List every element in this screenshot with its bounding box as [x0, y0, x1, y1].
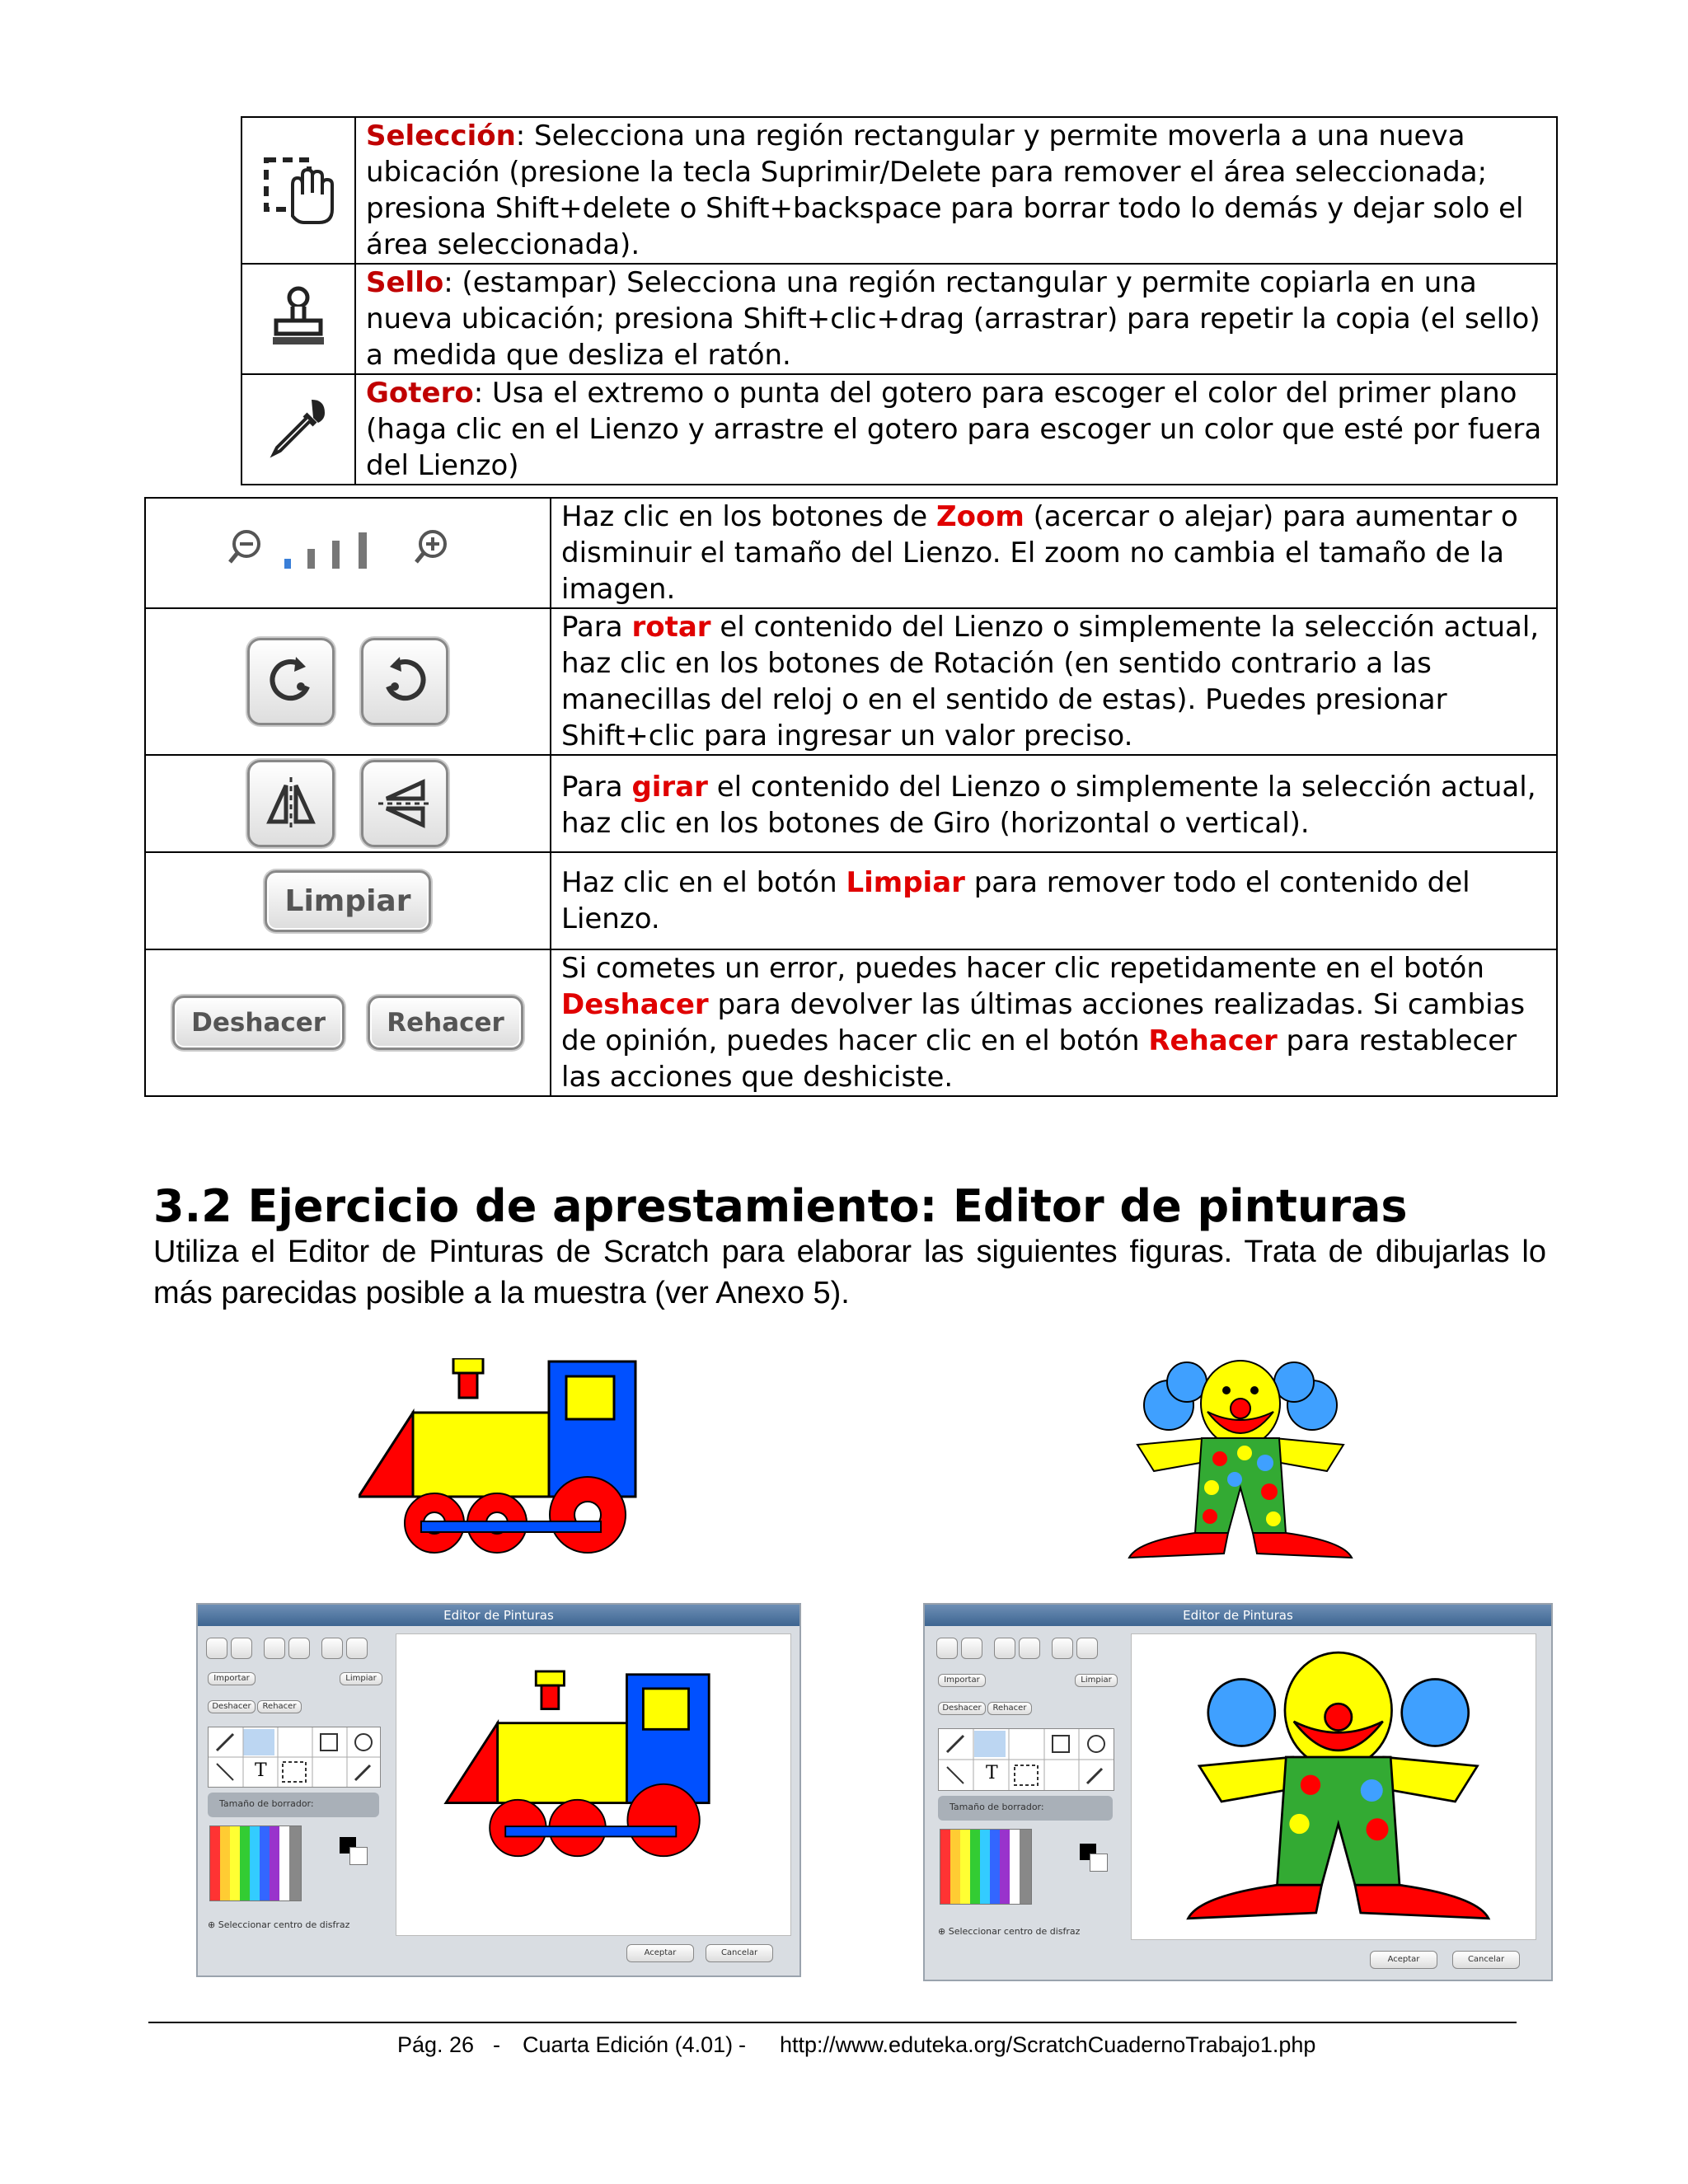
actions-table [144, 497, 1558, 1097]
color-palette[interactable] [940, 1829, 1032, 1905]
editor-title: Editor de Pinturas [198, 1605, 799, 1626]
accept-button[interactable]: Aceptar [1370, 1951, 1437, 1969]
redo-button[interactable]: Rehacer [257, 1700, 302, 1713]
set-costume-center[interactable]: ⊕ Seleccionar centro de disfraz [208, 1919, 350, 1930]
footer-url[interactable]: http://www.eduteka.org/ScratchCuadernoTrabajo1.php [780, 2032, 1316, 2057]
zoom-controls-icon [228, 523, 467, 580]
selection-hand-icon [261, 152, 335, 226]
cancel-button[interactable]: Cancelar [706, 1944, 773, 1962]
tool-grid [939, 1729, 1114, 1790]
text-tool-icon[interactable]: T [986, 1763, 998, 1783]
eraser-size-label: Tamaño de borrador: [219, 1798, 314, 1809]
section-title: 3.2 Ejercicio de aprestamiento: Editor de pinturas [153, 1180, 1408, 1232]
desc-text: Haz clic en los botones de [561, 500, 936, 533]
undo-button[interactable]: Deshacer [938, 1702, 986, 1715]
eyedropper-tool-desc [355, 374, 1557, 485]
keyword-rehacer: Rehacer [1148, 1024, 1278, 1057]
keyword-zoom: Zoom [936, 500, 1025, 533]
keyword-deshacer: Deshacer [561, 988, 709, 1021]
flip-cell [145, 755, 551, 852]
desc-text: (acercar o alejar) para aumentar o disminuir el tamaño del Lienzo. El zoom no cambia el tamaño de la imagen. [561, 500, 1518, 606]
desc-text: Para [561, 771, 632, 804]
rotate-cw-button[interactable] [1019, 1638, 1040, 1659]
zoom-in-button[interactable] [231, 1638, 252, 1659]
train-drawing [359, 1358, 639, 1566]
keyword-rotar: rotar [631, 611, 711, 644]
redo-button[interactable]: Rehacer [368, 996, 523, 1050]
undo-button[interactable]: Deshacer [172, 996, 345, 1050]
rotate-cell [145, 608, 551, 755]
clear-cell [145, 852, 551, 949]
desc-text: el contenido del Lienzo o simplemente la selección actual, haz clic en los botones de Rotación (en sentido contrario a las manecillas del reloj o en el sentido de estas). Puedes presionar Shift+clic para ingresar un valor preciso. [561, 611, 1540, 752]
selection-tool-desc [355, 117, 1557, 264]
flip-horizontal-button[interactable] [321, 1638, 343, 1659]
zoom-out-button[interactable] [936, 1638, 958, 1659]
stamp-tool-cell [241, 264, 355, 374]
desc-text: Haz clic en el botón [561, 866, 846, 899]
canvas[interactable] [1131, 1633, 1536, 1940]
import-button[interactable]: Importar [938, 1674, 986, 1687]
editor-toolbar [936, 1638, 1118, 1662]
rotate-desc [551, 608, 1557, 755]
tool-palette [938, 1728, 1114, 1791]
flip-horizontal-icon [250, 762, 332, 845]
footer-rule [148, 2022, 1517, 2023]
keyword-girar: girar [631, 771, 708, 804]
flip-desc [551, 755, 1557, 852]
text-tool-icon[interactable]: T [255, 1760, 267, 1781]
set-costume-center[interactable]: ⊕ Seleccionar centro de disfraz [938, 1926, 1081, 1937]
zoom-out-button[interactable] [206, 1638, 227, 1659]
tool-desc-text: : Selecciona una región rectangular y permite moverla a una nueva ubicación (presione la tecla Suprimir/Delete para remover el área seleccionada; presiona Shift+delete o Shift+backspace para borrar todo lo demás y dejar solo el área seleccionada). [366, 120, 1524, 261]
tool-name: Sello [366, 266, 444, 299]
eraser-size-label: Tamaño de borrador: [950, 1802, 1044, 1812]
stamp-tool-desc [355, 264, 1557, 374]
set-center-label: Seleccionar centro de disfraz [948, 1926, 1081, 1937]
desc-text: Para [561, 611, 632, 644]
selection-tool-cell [241, 117, 355, 264]
section-body: Utiliza el Editor de Pinturas de Scratch para elaborar las siguientes figuras. Trata de dibujarlas lo más parecidas posible a la muestra (ver Anexo 5). [153, 1235, 1546, 1310]
clear-button[interactable]: Limpiar [265, 870, 432, 932]
editor-toolbar [206, 1638, 387, 1662]
canvas[interactable] [396, 1633, 791, 1936]
eyedropper-tool-cell [241, 374, 355, 485]
editor-title: Editor de Pinturas [925, 1605, 1551, 1626]
flip-vertical-button[interactable] [346, 1638, 368, 1659]
canvas-train [396, 1634, 790, 1935]
flip-horizontal-button[interactable] [247, 760, 335, 847]
zoom-in-button[interactable] [961, 1638, 982, 1659]
rotate-ccw-icon [250, 640, 332, 723]
zoom-desc [551, 498, 1557, 608]
eraser-size-box [938, 1796, 1113, 1821]
desc-text: para remover todo el contenido del Lienzo. [561, 866, 1470, 935]
undo-redo-desc [551, 949, 1557, 1096]
clown-drawing [1121, 1356, 1360, 1570]
footer-separator: - [738, 2032, 746, 2057]
tool-desc-text: : Usa el extremo o punta del gotero para escoger el color del primer plano (haga clic en el Lienzo y arrastre el gotero para escoger un color que esté por fuera del Lienzo) [366, 377, 1542, 482]
rotate-cw-button[interactable] [361, 638, 448, 725]
paint-editor-window-train [196, 1603, 801, 1977]
tool-name: Selección [366, 120, 516, 152]
cancel-button[interactable]: Cancelar [1452, 1951, 1520, 1969]
accept-button[interactable]: Aceptar [626, 1944, 694, 1962]
zoom-cell [145, 498, 551, 608]
clear-button[interactable]: Limpiar [1075, 1674, 1118, 1687]
desc-text: Si cometes un error, puedes hacer clic repetidamente en el botón [561, 952, 1484, 985]
flip-vertical-button[interactable] [1076, 1638, 1098, 1659]
canvas-clown [1132, 1634, 1536, 1939]
color-palette[interactable] [209, 1825, 302, 1901]
background-color-swatch[interactable] [349, 1847, 368, 1865]
tools-table [241, 116, 1558, 485]
tool-palette [208, 1727, 381, 1788]
eyedropper-icon [265, 395, 331, 461]
paint-editor-window-clown [923, 1603, 1553, 1981]
flip-vertical-icon [363, 762, 446, 845]
redo-button[interactable]: Rehacer [987, 1702, 1032, 1715]
rotate-ccw-button[interactable] [264, 1638, 285, 1659]
rotate-ccw-button[interactable] [247, 638, 335, 725]
eraser-size-box [208, 1793, 379, 1817]
import-button[interactable]: Importar [208, 1672, 256, 1685]
flip-vertical-button[interactable] [361, 760, 448, 847]
set-center-label: Seleccionar centro de disfraz [218, 1919, 350, 1930]
rotate-ccw-button[interactable] [994, 1638, 1015, 1659]
rotate-cw-icon [363, 640, 446, 723]
tool-name: Gotero [366, 377, 474, 410]
undo-button[interactable]: Deshacer [208, 1700, 256, 1713]
footer-edition: Cuarta Edición (4.01) [523, 2032, 734, 2057]
undo-redo-cell [145, 949, 551, 1096]
clear-desc [551, 852, 1557, 949]
rotate-cw-button[interactable] [288, 1638, 310, 1659]
tool-grid [209, 1727, 380, 1787]
keyword-limpiar: Limpiar [846, 866, 965, 899]
footer-separator: - [493, 2032, 500, 2057]
desc-text: el contenido del Lienzo o simplemente la selección actual, haz clic en los botones de Giro (horizontal o vertical). [561, 771, 1536, 840]
background-color-swatch[interactable] [1090, 1854, 1108, 1872]
desc-text: para devolver las últimas acciones realizadas. Si cambias de opinión, puedes hacer clic en el botón [561, 988, 1526, 1057]
tool-desc-text: : (estampar) Selecciona una región rectangular y permite copiarla en una nueva ubicación; presiona Shift+clic+drag (arrastrar) para repetir la copia (el sello) a medida que desliza el ratón. [366, 266, 1540, 372]
footer-page: Pág. 26 [397, 2032, 475, 2057]
clear-button[interactable]: Limpiar [340, 1672, 382, 1685]
desc-text: para restablecer las acciones que deshiciste. [561, 1024, 1517, 1094]
stamp-icon [270, 284, 327, 350]
flip-horizontal-button[interactable] [1052, 1638, 1073, 1659]
